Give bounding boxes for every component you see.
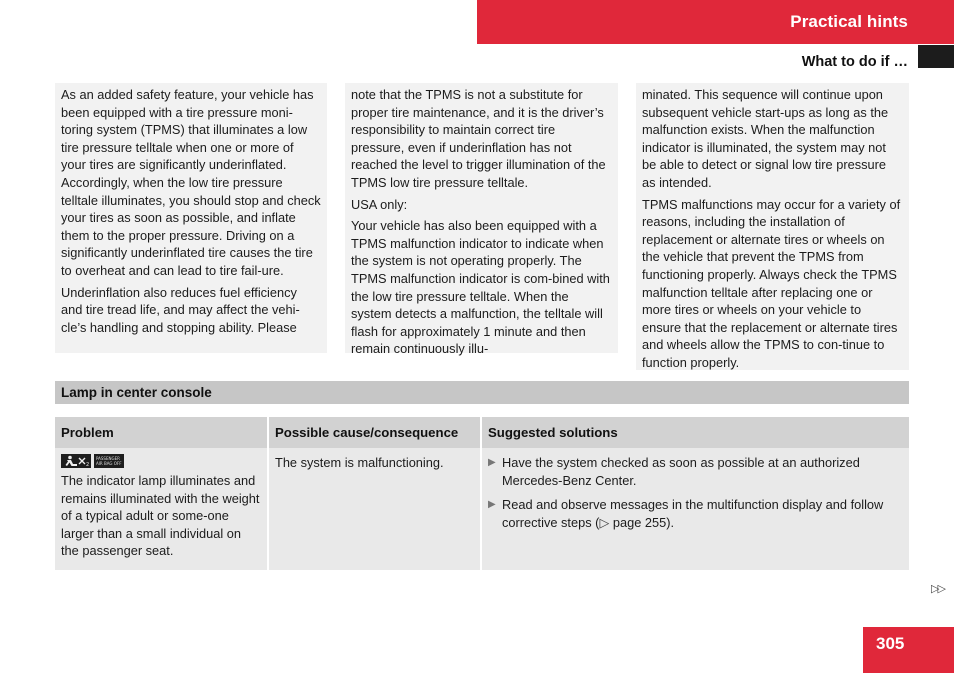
table-row <box>55 448 909 570</box>
text-column-3 <box>636 83 909 370</box>
solutions-cell <box>481 448 909 570</box>
header-problem: Problem <box>55 417 268 448</box>
problem-cell <box>55 448 268 570</box>
lamp-text-line: AIR BAG OFF <box>96 461 122 466</box>
problem-table <box>55 417 909 570</box>
lamp-text-line: PASSENGER <box>96 456 120 461</box>
lamp-icons <box>61 454 261 468</box>
table-header-row <box>55 417 909 448</box>
paragraph-label: USA only: <box>351 196 408 212</box>
paragraph: note that the TPMS is not a substitute for proper tire maintenance, and it is the driver’s responsibility to maintain correct tire pressure, even if underinflation has not reached the level to trigger illumination of the TPMS low tire pressure telltale. <box>351 87 606 190</box>
svg-text:2: 2 <box>86 462 90 468</box>
paragraph: TPMS malfunctions may occur for a variety of reasons, including the installation of replacement or alternate tires or wheels on the vehicle that prevent the TPMS from functioning properly. Always check the TPMS malfunction telltale after replacing one or more tires or wheels on your vehicle to ensure that the replacement or alternate tires and wheels allow the TPMS to con-tinue to function properly. <box>642 196 901 370</box>
solution-text: Have the system checked as soon as possible at an authorized Mercedes-Benz Center. <box>502 455 860 488</box>
page-number: 305 <box>876 634 905 653</box>
passenger-seat-icon <box>61 454 91 468</box>
page-reference-text: page 255). <box>609 514 675 530</box>
thumb-index-tab <box>918 45 954 68</box>
page-reference-icon: ▷ <box>599 514 610 530</box>
paragraph: As an added safety feature, your vehicle has been equipped with a tire pressure moni-toring system (TPMS) that illuminates a low tire pressure telltale when one or more of your tires are significantly underinflated. Accordingly, when the low tire pressure telltale illuminates, you should stop and check your tires as soon as possible, and inflate them to the proper pressure. Driving on a significantly underinflated tire causes the tire to overheat and can lead to tire fail-ure. <box>61 87 321 278</box>
bullet-triangle-icon: ▶ <box>488 499 496 511</box>
bullet-triangle-icon: ▶ <box>488 457 496 468</box>
cause-text: The system is malfunctioning. <box>275 455 444 470</box>
list-item <box>488 496 903 531</box>
text-column-1 <box>55 83 327 353</box>
continued-arrow-icon: ▷▷ <box>931 583 944 595</box>
text-column-2 <box>345 83 618 357</box>
paragraph: minated. This sequence will continue upon subsequent vehicle start-ups as long as the malfunction exists. When the malfunction indicator is illuminated, the system may not be able to detect or signal low tire pressure as intended. <box>642 87 889 190</box>
passenger-bag-off-lamp-icon <box>94 454 124 468</box>
paragraph: Underinflation also reduces fuel efficiency and tire tread life, and may affect the vehi-cle’s handling and stopping ability. Please <box>61 284 300 335</box>
paragraph: Your vehicle has also been equipped with a TPMS malfunction indicator to indicate when the system is not operating properly. The TPMS malfunction indicator is com-bined with the low tire pressure telltale. When the system detects a malfunction, the telltale will flash for approximately 1 minute and then remain continuously illu- <box>351 218 610 357</box>
header-solutions: Suggested solutions <box>481 417 909 448</box>
solutions-list <box>488 454 903 531</box>
problem-text: The indicator lamp illuminates and remains illuminated with the weight of a typical adult or some-one larger than a small individual on the passenger seat. <box>61 473 260 559</box>
section-heading: Lamp in center console <box>55 381 909 404</box>
header-cause: Possible cause/consequence <box>268 417 481 448</box>
solution-text: Read and observe messages in the multifunction display and follow corrective steps ( <box>502 497 884 530</box>
subsection-title: What to do if … <box>801 54 908 70</box>
section-title: Practical hints <box>790 12 908 31</box>
cause-cell <box>268 448 481 570</box>
list-item <box>488 454 903 489</box>
